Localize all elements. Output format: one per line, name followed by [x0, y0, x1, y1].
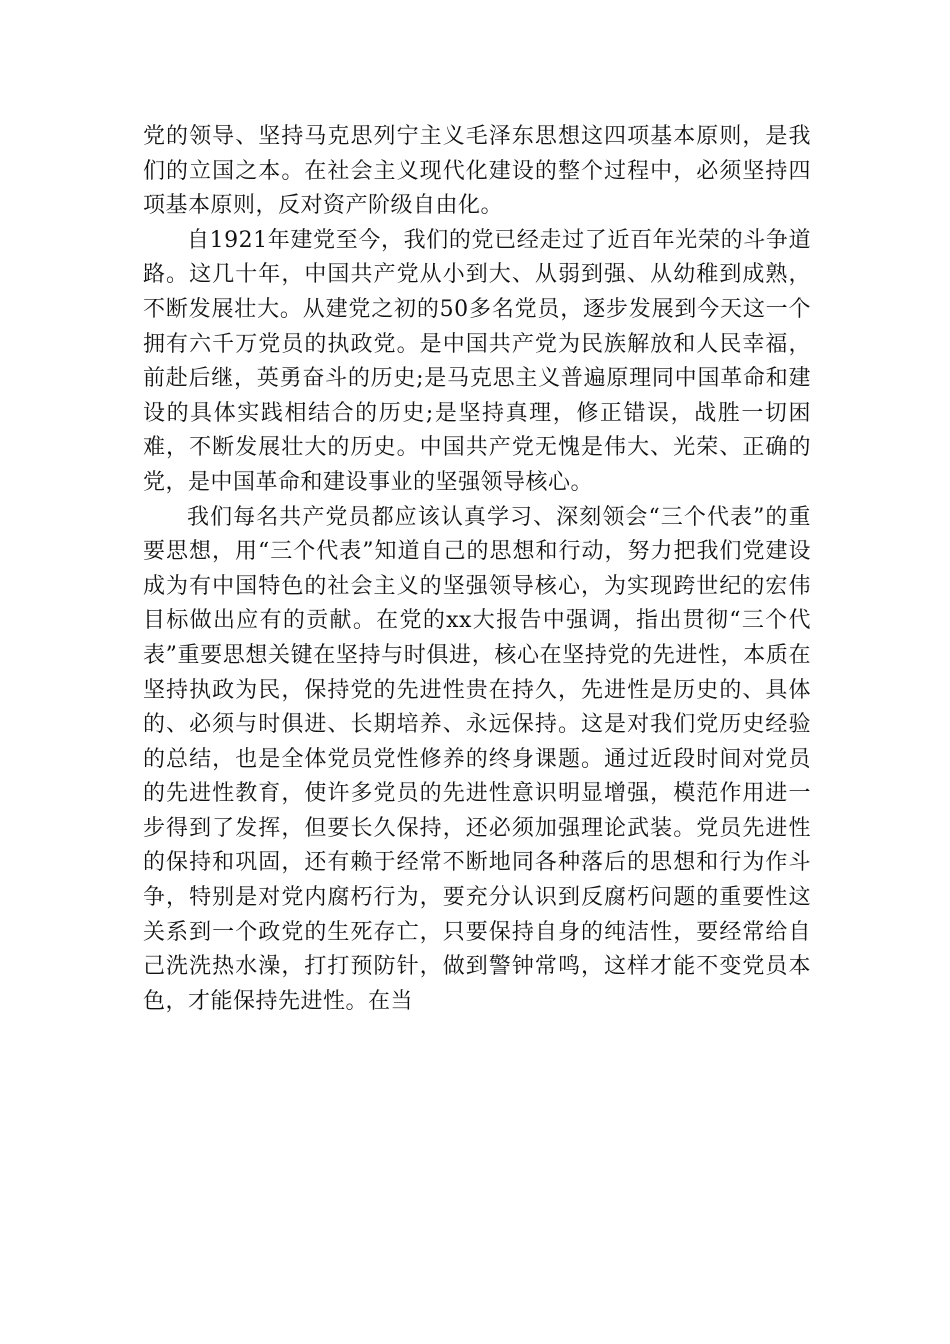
paragraph-party-history: 自1921年建党至今，我们的党已经走过了近百年光荣的斗争道路。这几十年，中国共产党从小到大、从弱到强、从幼稚到成熟，不断发展壮大。从建党之初的50多名党员，逐步发展到今天这一个拥有六千万党员的执政党。是中国共产党为民族解放和人民幸福，前赴后继，英勇奋斗的历史;是马克思主义普遍原理同中国革命和建设的具体实践相结合的历史;是坚持真理，修正错误，战胜一切困难，不断发展壮大的历史。中国共产党无愧是伟大、光荣、正确的党，是中国革命和建设事业的坚强领导核心。 [143, 227, 811, 495]
paragraph-continued: 党的领导、坚持马克思列宁主义毛泽东思想这四项基本原则，是我们的立国之本。在社会主义现代化建设的整个过程中，必须坚持四项基本原则，反对资产阶级自由化。 [143, 124, 811, 219]
paragraph-three-represents: 我们每名共产党员都应该认真学习、深刻领会“三个代表”的重要思想，用“三个代表”知道自己的思想和行动，努力把我们党建设成为有中国特色的社会主义的坚强领导核心，为实现跨世纪的宏伟目标做出应有的贡献。在党的xx大报告中强调，指出贯彻“三个代表”重要思想关键在坚持与时俱进，核心在坚持党的先进性，本质在坚持执政为民，保持党的先进性贵在持久，先进性是历史的、具体的、必须与时俱进、长期培养、永远保持。这是对我们党历史经验的总结，也是全体党员党性修养的终身课题。通过近段时间对党员的先进性教育，使许多党员的先进性意识明显增强，模范作用进一步得到了发挥，但要长久保持，还必须加强理论武装。党员先进性的保持和巩固，还有赖于经常不断地同各种落后的思想和行为作斗争，特别是对党内腐朽行为，要充分认识到反腐朽问题的重要性这关系到一个政党的生死存亡，只要保持自身的纯洁性，要经常给自己洗洗热水澡，打打预防针，做到警钟常鸣，这样才能不变党员本色，才能保持先进性。在当 [143, 504, 811, 1014]
document-body [143, 120, 811, 1019]
